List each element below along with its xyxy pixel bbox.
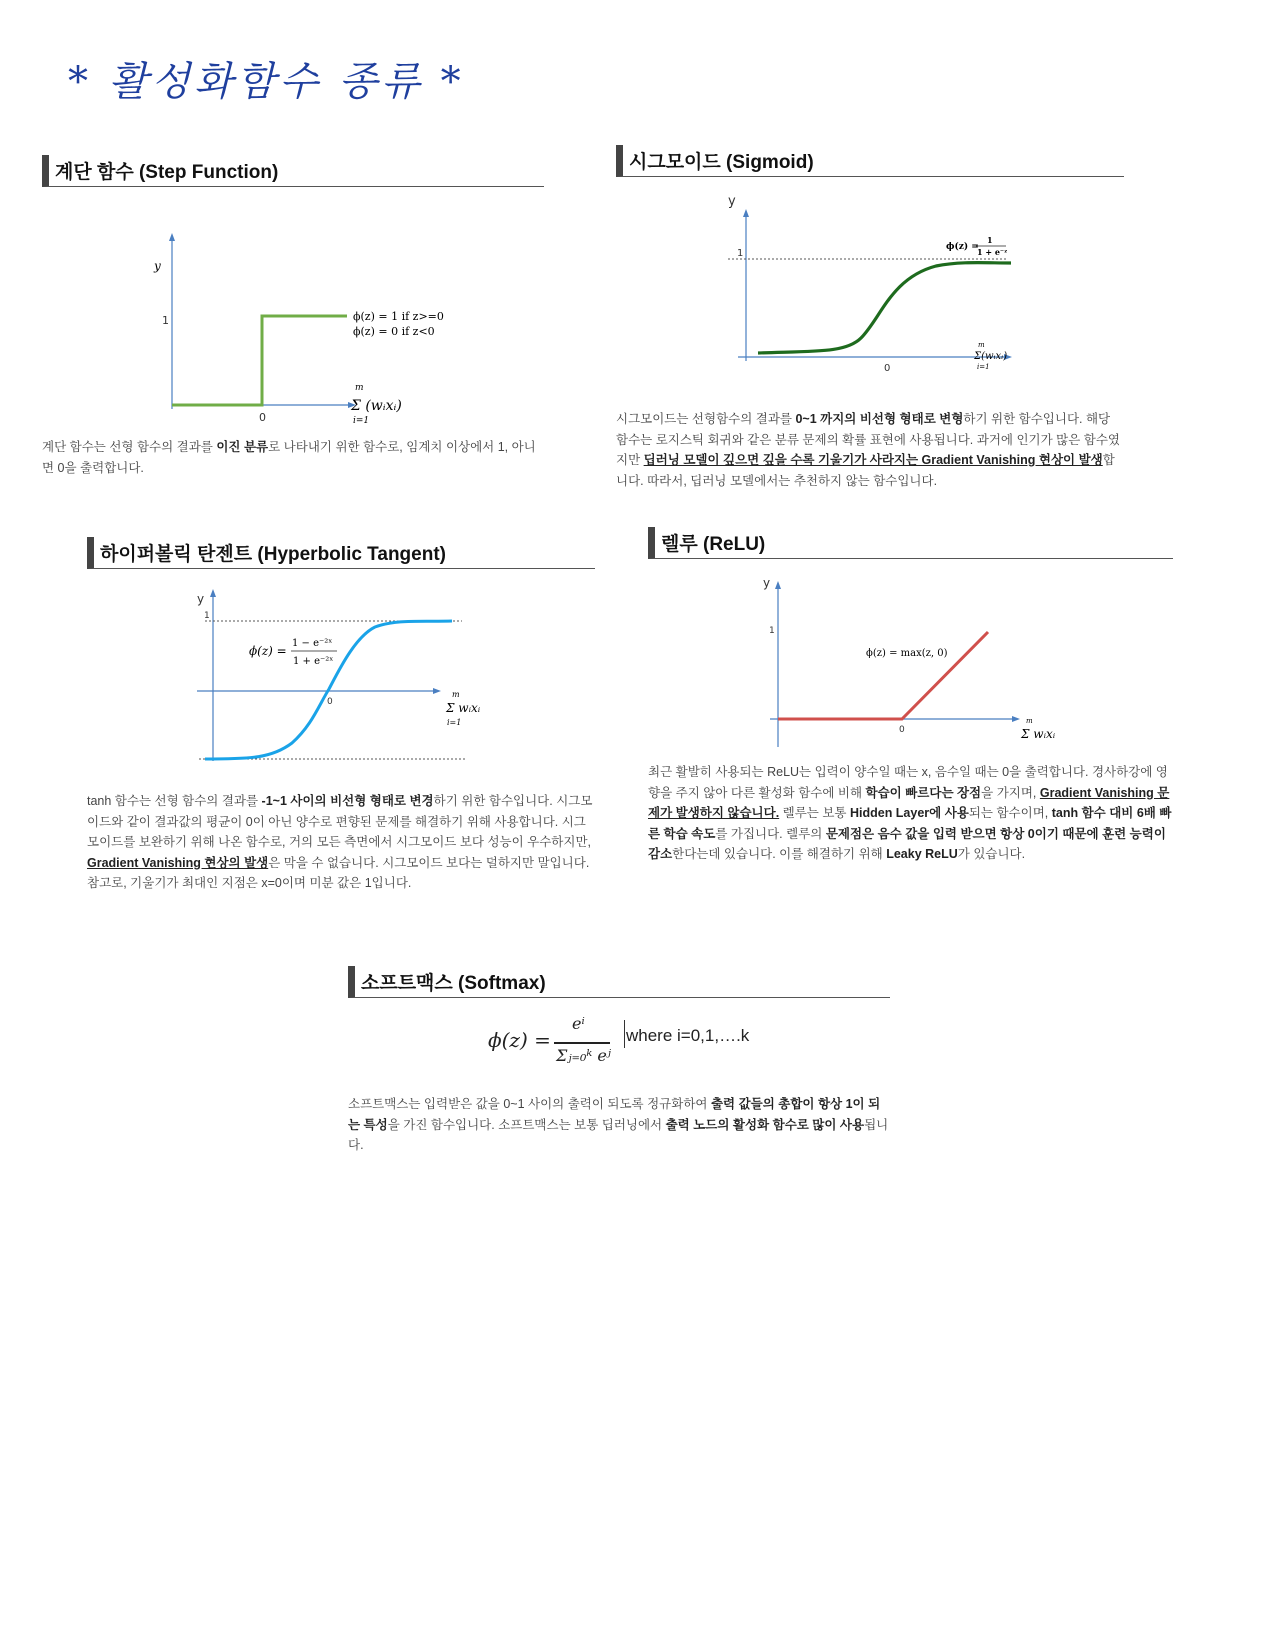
tanh-x-tick: 0 (327, 697, 333, 707)
relu-heading: 렐루 (ReLU) (648, 527, 1173, 559)
tanh-x-label: Σ wᵢxᵢ (446, 701, 481, 715)
sigmoid-formula-num: 1 (987, 235, 993, 245)
tanh-sum-upper: m (452, 690, 460, 699)
step-chart (42, 197, 544, 426)
tanh-y-label: y (197, 592, 205, 606)
step-description: 계단 함수는 선형 함수의 결과를 이진 분류로 나타내기 위한 함수로, 임계치 이상에서 1, 아니면 0을 출력합니다. (42, 440, 536, 475)
tanh-chart (87, 575, 595, 770)
tanh-x-arrow (433, 688, 441, 694)
text-cursor (624, 1020, 625, 1048)
sigmoid-x-tick: 0 (884, 363, 891, 374)
page-title: * 활성화함수 종류 * (68, 59, 465, 105)
relu-y-tick: 1 (769, 626, 775, 636)
step-formula-1: ϕ(z) = 1 if z>=0 (353, 310, 444, 323)
softmax-heading: 소프트맥스 (Softmax) (348, 966, 890, 998)
softmax-formula-bar (554, 1042, 610, 1044)
sigmoid-formula-lhs: ϕ(z) = (946, 242, 979, 252)
relu-chart (648, 565, 1173, 750)
step-y-label: y (154, 259, 161, 273)
step-curve (172, 316, 347, 405)
softmax-formula (348, 1008, 890, 1078)
relu-formula: ϕ(z) = max(z, 0) (866, 648, 948, 659)
relu-sum-upper: m (1026, 717, 1033, 725)
step-sum-lower: i=1 (353, 416, 370, 426)
relu-y-arrow (775, 581, 781, 589)
softmax-formula-den: Σⱼ₌₀ᵏ eʲ (556, 1046, 612, 1065)
relu-x-tick: 0 (899, 725, 905, 735)
sigmoid-section (616, 145, 1124, 491)
softmax-section (348, 966, 890, 1156)
softmax-description: 소프트맥스는 입력받은 값을 0~1 사이의 출력이 되도록 정규화하여 출력 값들의 총합이 항상 1이 되는 특성을 가진 함수입니다. 소프트맥스는 보통 딥러닝에서 출력 노드의 활성화 함수로 많이 사용됩니다. (348, 1097, 889, 1152)
sigmoid-y-arrow (743, 209, 749, 217)
sigmoid-sum-upper: m (978, 341, 985, 349)
step-x-tick: 0 (259, 411, 266, 424)
step-sum-upper: m (355, 383, 364, 393)
tanh-y-arrow (210, 589, 216, 597)
step-y-arrow (169, 233, 175, 241)
tanh-formula-den: 1 + e⁻²ˣ (293, 656, 334, 667)
sigmoid-formula-den: 1 + e⁻ᶻ (977, 247, 1008, 257)
step-formula-2: ϕ(z) = 0 if z<0 (353, 325, 435, 338)
tanh-formula-num: 1 − e⁻²ˣ (292, 638, 333, 649)
step-section (42, 155, 544, 478)
relu-x-arrow (1012, 716, 1020, 722)
sigmoid-x-label: Σ(wᵢxᵢ) (974, 351, 1008, 362)
step-heading: 계단 함수 (Step Function) (42, 155, 544, 187)
relu-description: 최근 활발히 사용되는 ReLU는 입력이 양수일 때는 x, 음수일 때는 0을 출력합니다. 경사하강에 영향을 주지 않아 다른 활성화 함수에 비해 학습이 빠르다는 장점을 가지며, Gradient Vanishing 문제가 발생하지 않습니다. 렐루는 보통 Hidden Layer에 사용되는 함수이며, tanh 함수 대비 6배 빠른 학습 속도를 가집니다. 렐루의 문제점은 음수 값을 입력 받으면 항상 0이기 때문에 훈련 능력이 감소한다는데 있습니다. 이를 해결하기 위해 Leaky ReLU가 있습니다. (648, 765, 1172, 861)
tanh-formula-lhs: ϕ(z) = (249, 644, 287, 658)
relu-curve (778, 632, 988, 719)
tanh-heading: 하이퍼볼릭 탄젠트 (Hyperbolic Tangent) (87, 537, 595, 569)
sigmoid-sum-lower: i=1 (977, 363, 990, 371)
sigmoid-description: 시그모이드는 선형함수의 결과를 0~1 까지의 비선형 형태로 변형하기 위한 함수입니다. 해당 함수는 로지스틱 회귀와 같은 분류 문제의 확률 표현에 사용됩니다. 과거에 인기가 많은 함수였지만 딥러닝 모델이 깊으면 깊을 수록 기울기가 사라지는 Gradient Vanishing 현상이 발생합니다. 따라서, 딥러닝 모델에서는 추천하지 않는 함수입니다. (616, 412, 1120, 488)
softmax-formula-num: eⁱ (572, 1014, 585, 1033)
sigmoid-heading: 시그모이드 (Sigmoid) (616, 145, 1124, 177)
sigmoid-y-label: y (728, 194, 736, 209)
step-y-tick: 1 (162, 314, 169, 327)
sigmoid-chart (616, 183, 1124, 383)
relu-section (648, 527, 1173, 865)
softmax-formula-lhs: ϕ(z) = (488, 1028, 551, 1052)
relu-y-label: y (763, 576, 771, 590)
step-x-label: Σ (wᵢxᵢ) (351, 398, 402, 414)
tanh-description: tanh 함수는 선형 함수의 결과를 -1~1 사이의 비선형 형태로 변경하기 위한 함수입니다. 시그모이드와 같이 결과값의 평균이 0이 아닌 양수로 편향된 문제를 해결하기 위해 사용합니다. 시그모이드를 보완하기 위해 나온 함수로, 거의 모든 측면에서 시그모이드 보다 성능이 우수하지만, Gradient Vanishing 현상의 발생은 막을 수 없습니다. 시그모이드 보다는 덜하지만 말입니다. 참고로, 기울기가 최대인 지점은 x=0이며 미분 값은 1입니다. (87, 794, 593, 890)
tanh-y-tick: 1 (204, 611, 210, 621)
tanh-section (87, 537, 595, 894)
softmax-formula-note: where i=0,1,….k (626, 1026, 750, 1045)
tanh-sum-lower: i=1 (447, 718, 462, 727)
sigmoid-y-tick: 1 (737, 248, 744, 259)
sigmoid-curve (758, 263, 1011, 353)
relu-x-label: Σ wᵢxᵢ (1021, 727, 1056, 741)
